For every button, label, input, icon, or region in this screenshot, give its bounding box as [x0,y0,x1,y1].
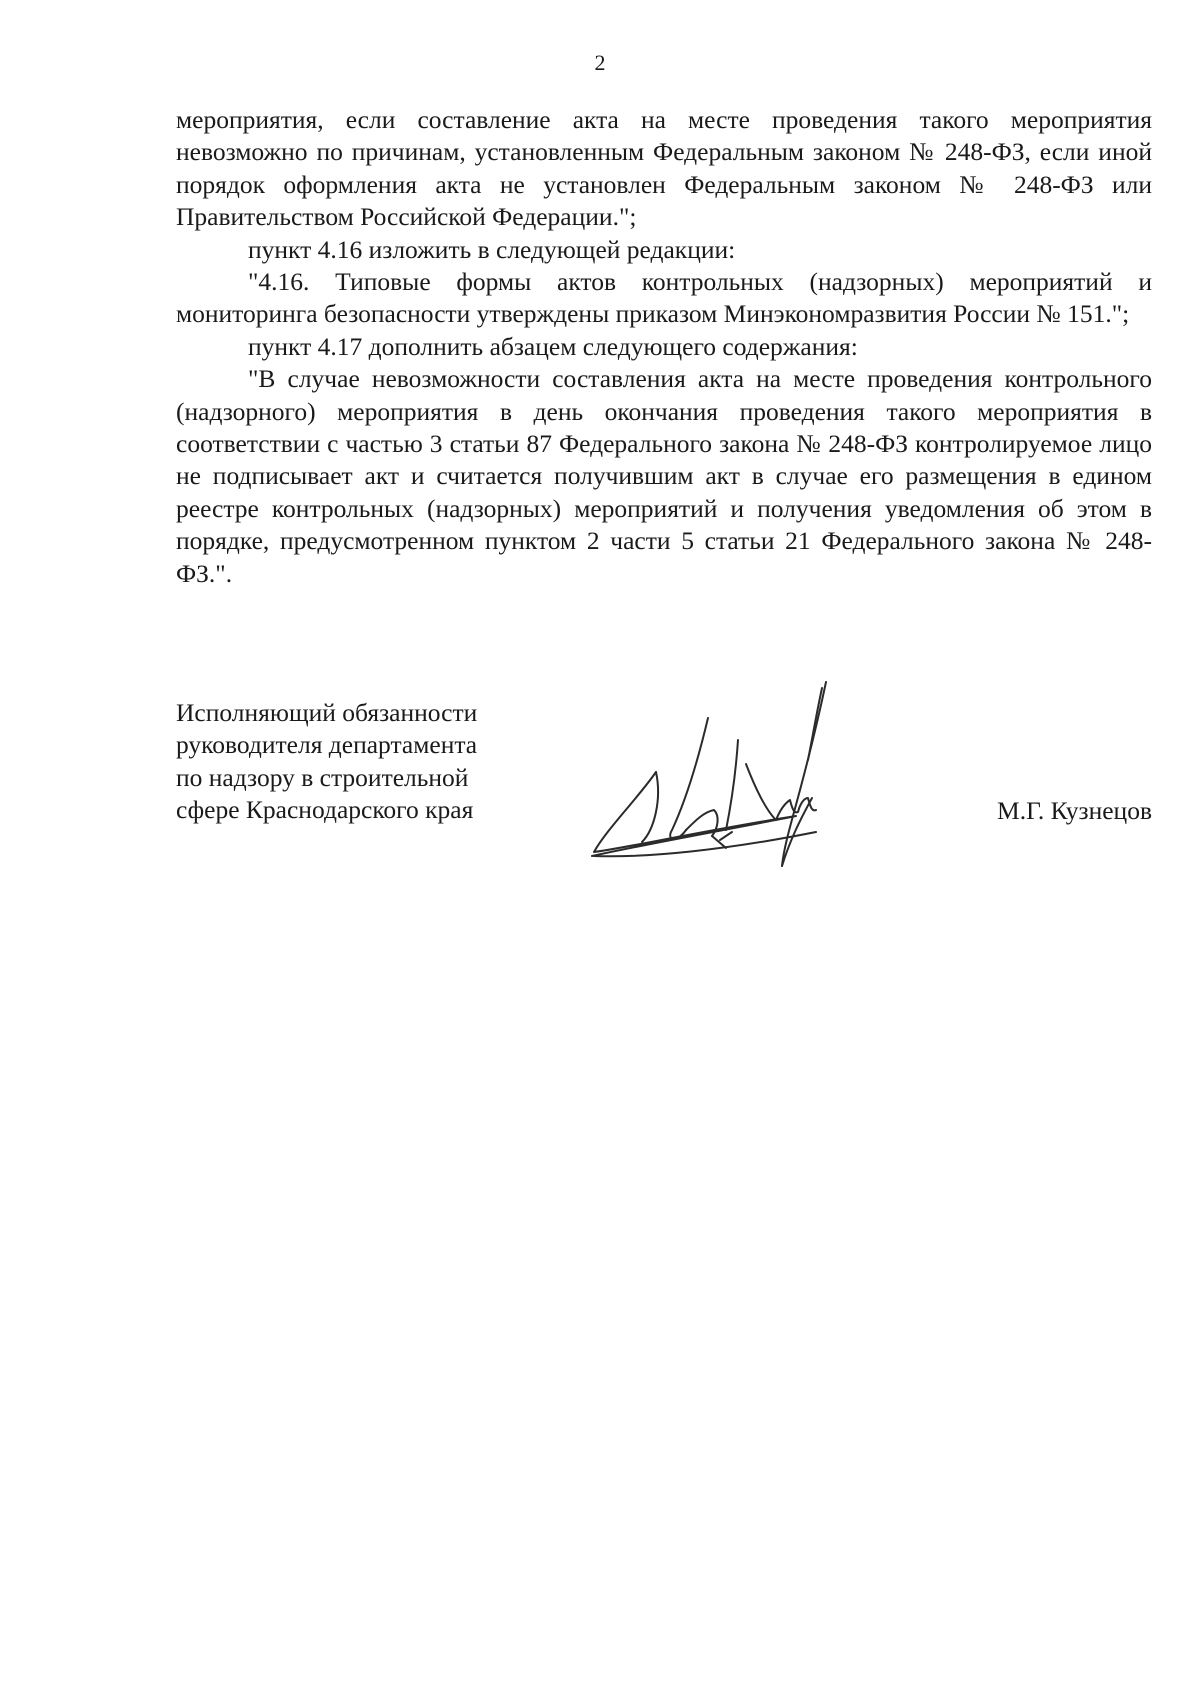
signatory-position [176,697,477,827]
signatory-position-line: по надзору в строительной [176,762,469,792]
paragraph-amendment-4-17: пункт 4.17 дополнить абзацем следующего содержания: [248,331,858,361]
signer-name: М.Г. Кузнецов [997,796,1152,825]
signatory-position-line: Исполняющий обязанности [176,698,478,727]
paragraph-amendment-4-16: пункт 4.16 изложить в следующей редакции: [248,234,736,264]
paragraph-quote-4-17: "В случае невозможности составления акта на месте проведения контрольного (надзорного) мероприятия в день окончания проведения такого мероприятия в соответствии с частью 3 статьи 87 Федерального закона № 248-ФЗ контролируемое лицо не подписывает акт и считается получившим акт в случае его размещения в едином реестре контрольных (надзорных) мероприятий и получения уведомления об этом в порядке, предусмотренном пунктом 2 части 5 статьи 21 Федерального закона № 248-ФЗ.". [176,364,1152,588]
document-body [176,104,1152,590]
signatory-position-line: сфере Краснодарского края [176,795,474,825]
paragraph-continuation: мероприятия, если составление акта на месте проведения такого мероприятия невозможно по причинам, установленным Федеральным законом № 248-ФЗ, если иной порядок оформления акта не установлен Федеральным законом № 248-ФЗ или Правительством Российской Федерации."; [176,105,1152,232]
signatory-position-line: руководителя департамента [176,730,478,760]
handwritten-signature [586,680,916,870]
paragraph-quote-4-16: "4.16. Типовые формы актов контрольных (надзорных) мероприятий и мониторинга безопасности утверждены приказом Минэкономразвития России № 151."; [176,267,1152,329]
page-number: 2 [594,50,606,75]
